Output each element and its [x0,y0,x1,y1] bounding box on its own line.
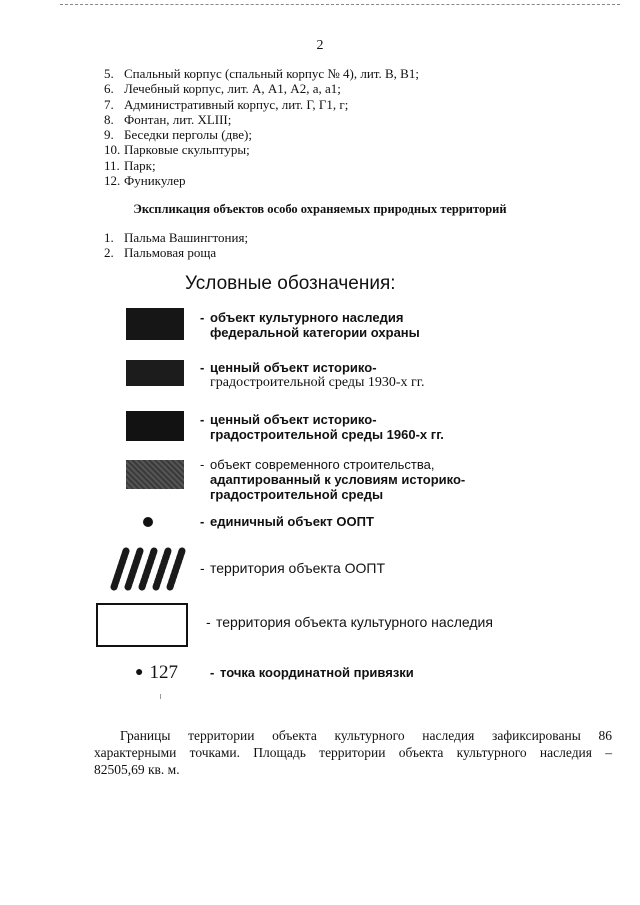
list-item [104,173,419,188]
list-item-text: Парк; [124,157,156,173]
single-oopt-dot-icon [143,517,153,527]
list-item-number: 7. [104,96,114,112]
page-number: 2 [316,38,324,53]
legend-single-oopt [200,514,374,529]
paragraph-line: Границы территории объекта культурного наследия зафиксированы 86 [120,728,612,743]
legend-dash: - [206,614,211,630]
legend-label-line2: адаптированный к условиям историко- [210,472,466,487]
list-item [104,112,419,127]
list-item-text: Спальный корпус (спальный корпус № 4), лит. В, В1; [124,66,419,81]
list-item-number: 10. [104,142,121,158]
heritage-objects-list [104,66,419,188]
legend-heritage-territory [206,615,493,630]
list-item-number: 9. [104,127,114,143]
legend-label-line1: объект культурного наследия [210,310,404,325]
coordinate-point-sample [135,662,178,684]
legend-oopt-territory [200,561,385,576]
scan-top-border [60,4,620,5]
legend-dash: - [200,360,205,375]
list-item-text: Беседки перголы (две); [124,127,252,143]
legend-dash: - [200,457,205,472]
legend-coordinate-point [210,665,414,680]
list-item-number: 11. [104,157,120,173]
legend-title: Условные обозначения: [185,273,396,294]
list-item-text: Лечебный корпус, лит. А, А1, А2, а, а1; [124,81,341,97]
list-item-text: Пальма Вашингтония; [124,230,249,245]
legend-modern-building [200,457,465,502]
list-item-text: Фуникулер [124,173,186,189]
list-item [104,127,419,142]
list-item [104,158,419,173]
list-item-number: 5. [104,66,114,81]
legend-label-line1: ценный объект историко- [210,360,377,375]
list-item-number: 12. [104,173,121,189]
valuable-1930s-swatch [126,360,184,386]
list-item-text: Парковые скульптуры; [124,142,250,158]
list-item-number: 2. [104,245,114,261]
legend-valuable-1930s [200,360,424,390]
paragraph-line: 82505,69 кв. м. [94,762,180,777]
nature-objects-heading: Экспликация объектов особо охраняемых природных территорий [133,202,507,216]
legend-valuable-1960s [200,412,444,442]
legend-label-line2: градостроительной среды 1930-х гг. [210,375,425,390]
list-item-number: 8. [104,111,114,127]
legend-label-line1: единичный объект ООПТ [210,514,374,529]
legend-label-line1: территория объекта ООПТ [210,560,386,576]
legend-federal-heritage [200,310,420,340]
legend-dash: - [200,560,205,576]
list-item [104,245,248,260]
list-item-text: Пальмовая роща [124,245,217,261]
list-item [104,66,419,81]
paragraph-line: характерными точками. Площадь территории объекта культурного наследия – [94,745,612,760]
legend-label-line2: федеральной категории охраны [210,325,420,340]
list-item-text: Административный корпус, лит. Г, Г1, г; [124,96,349,112]
modern-building-swatch [126,460,184,489]
list-item [104,230,248,245]
legend-label-line3: градостроительной среды [210,487,384,502]
legend-dash: - [200,310,205,325]
legend-label-line1: территория объекта культурного наследия [216,614,493,630]
legend-label-line1: ценный объект историко- [210,412,377,427]
list-item [104,97,419,112]
legend-label-line1: точка координатной привязки [220,665,414,680]
coordinate-point-number: 127 [149,662,178,683]
list-item-number: 6. [104,81,114,97]
nature-objects-list [104,230,248,261]
valuable-1960s-swatch [126,411,184,441]
legend-label-line2: градостроительной среды 1960-х гг. [210,427,444,442]
list-item-number: 1. [104,230,114,245]
heritage-territory-outline-icon [96,603,188,647]
list-item [104,142,419,157]
legend-label-line1: объект современного строительства, [210,457,435,472]
coordinate-dot-icon: ● [135,665,144,680]
legend-dash: - [200,412,205,427]
scan-artifact-tick [160,694,161,699]
oopt-territory-hatch-icon [104,545,192,593]
closing-paragraph [94,727,612,778]
federal-heritage-swatch [126,308,184,340]
list-item-text: Фонтан, лит. XLIII; [124,111,232,127]
legend-dash: - [200,514,205,529]
legend-dash: - [210,665,215,680]
list-item [104,81,419,96]
